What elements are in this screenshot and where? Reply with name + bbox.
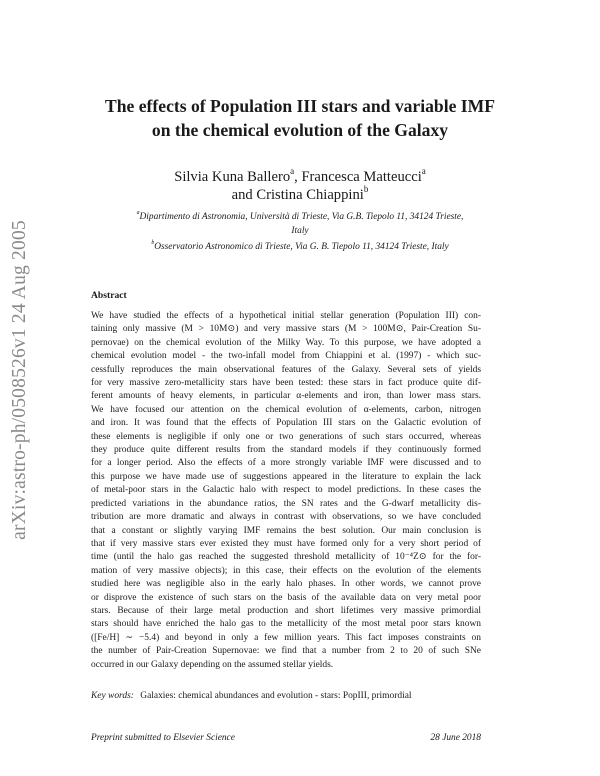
affiliation-b-text: Osservatorio Astronomico di Trieste, Via G. B. Tiepolo 11, 34124 Trieste, Italy <box>154 242 449 252</box>
affil-mark: a <box>136 210 140 217</box>
author-affil-mark: a <box>290 166 295 177</box>
arxiv-stamp <box>2 180 38 580</box>
abstract-line: time (until the halo gas reached the suggested threshold metallicity of 10⁻⁴Z⊙ for the for- <box>91 552 481 563</box>
authors-line-1 <box>60 168 540 186</box>
abstract-line: the number of Pair-Creation Supernovae: we find that a number from 2 to 20 of such SNe <box>91 646 481 657</box>
abstract-line: We have focused our attention on the chemical evolution of α-elements, carbon, nitrogen <box>91 404 481 415</box>
author-affil-mark: b <box>363 184 369 195</box>
affil-mark: b <box>151 240 155 247</box>
abstract-line: this purpose we have made use of suggestions appeared in the literature to explain the lack <box>91 471 481 482</box>
title-line-2: on the chemical evolution of the Galaxy <box>151 120 449 140</box>
abstract-line: that a constant or slightly varying IMF remains the best solution. Our main conclusion is <box>91 525 481 536</box>
affiliation-a <box>90 211 510 225</box>
abstract-line: for very massive zero-metallicity stars have been tested: these stars in fact produce quite dif- <box>91 378 481 389</box>
abstract-line: of metal-poor stars in the Galactic halo with respect to model predictions. In these cases the <box>91 485 481 496</box>
abstract-line: mation of very massive objects); in this case, their effects on the evolution of the elements <box>91 565 481 576</box>
abstract-line: stars. Because of their large metal production and short lifetimes very massive primordial <box>91 605 481 616</box>
affiliations <box>90 211 510 255</box>
author-separator: , <box>294 169 302 185</box>
abstract-line: occurred in our Galaxy depending on the assumed stellar yields. <box>91 659 334 670</box>
abstract-line: We have studied the effects of a hypothetical initial stellar generation (Population III) con- <box>91 311 481 321</box>
abstract-line: cessfully reproduces the main observational features of the Galaxy. Several sets of yields <box>91 364 481 375</box>
paper-title <box>60 94 540 142</box>
keywords-label: Key words: <box>91 691 134 701</box>
abstract-line: tribution are more dramatic and always in contrast with observations, so we have concluded <box>91 512 481 523</box>
author-name: Cristina Chiappini <box>256 187 364 203</box>
arxiv-stamp-text: arXiv:astro-ph/0508526v1 24 Aug 2005 <box>9 220 30 540</box>
authors-line-2 <box>60 186 540 204</box>
keywords <box>91 690 481 703</box>
author-affil-mark: a <box>421 166 426 177</box>
abstract-line: studied here was negligible also in the early halo phases. In other words, we cannot prove <box>91 579 481 590</box>
affiliation-b <box>90 241 510 255</box>
author-name: Silvia Kuna Ballero <box>174 169 291 185</box>
page-footer <box>91 733 481 743</box>
abstract-line: for a longer period. Also the effects of a more strongly variable IMF were discussed and to <box>91 458 481 469</box>
abstract-line: ferent amounts of heavy elements, in particular α-elements and iron, than lower mass stars. <box>91 391 481 402</box>
keywords-text: Galaxies: chemical abundances and evolution - stars: PopIII, primordial <box>140 691 412 701</box>
affiliation-a-country: Italy <box>291 225 309 236</box>
abstract-line: predicted variations in the abundance ratios, the SN rates and the G-dwarf metallicity dis- <box>91 498 481 509</box>
affiliation-a-text: Dipartimento di Astronomia, Università di Trieste, Via G.B. Tiepolo 11, 34124 Trieste, <box>139 212 464 222</box>
abstract-line: ([Fe/H] ∼ −5.4) and beyond in only a few million years. This fact imposes constraints on <box>91 632 481 643</box>
author-list <box>60 168 540 204</box>
abstract-line: pernovae) on the chemical evolution of the Milky Way. To this purpose, we have adopted a <box>91 337 481 348</box>
abstract-line: or disprove the existence of such stars on the basis of the available data on very metal poor <box>91 592 481 603</box>
author-conjunction: and <box>231 187 257 203</box>
abstract-body <box>91 310 481 672</box>
footer-preprint-note: Preprint submitted to Elsevier Science <box>91 733 235 743</box>
footer-date: 28 June 2018 <box>430 733 481 743</box>
abstract-line: and iron. It was found that the effects of Population III stars on the Galactic evolution of <box>91 418 481 429</box>
title-line-1: The effects of Population III stars and variable IMF <box>105 96 495 116</box>
abstract-line: they produce quite different results from the standard models if they continuously formed <box>91 445 481 456</box>
abstract-line: that if very massive stars ever existed they must have formed only for a very short period of <box>91 538 481 549</box>
abstract-line: these elements is negligible if only one or two generations of such stars occurred, whereas <box>91 431 481 442</box>
abstract-heading: Abstract <box>91 290 127 301</box>
abstract-line: taining only massive (M > 10M⊙) and very massive stars (M > 100M⊙, Pair-Creation Su- <box>91 324 481 335</box>
abstract-line: chemical evolution model - the two-infall model from Chiappini et al. (1997) - which suc- <box>91 351 481 362</box>
author-name: Francesca Matteucci <box>301 169 422 185</box>
abstract-line: stars should have enriched the halo gas to the metallicity of the most metal poor stars known <box>91 619 481 630</box>
